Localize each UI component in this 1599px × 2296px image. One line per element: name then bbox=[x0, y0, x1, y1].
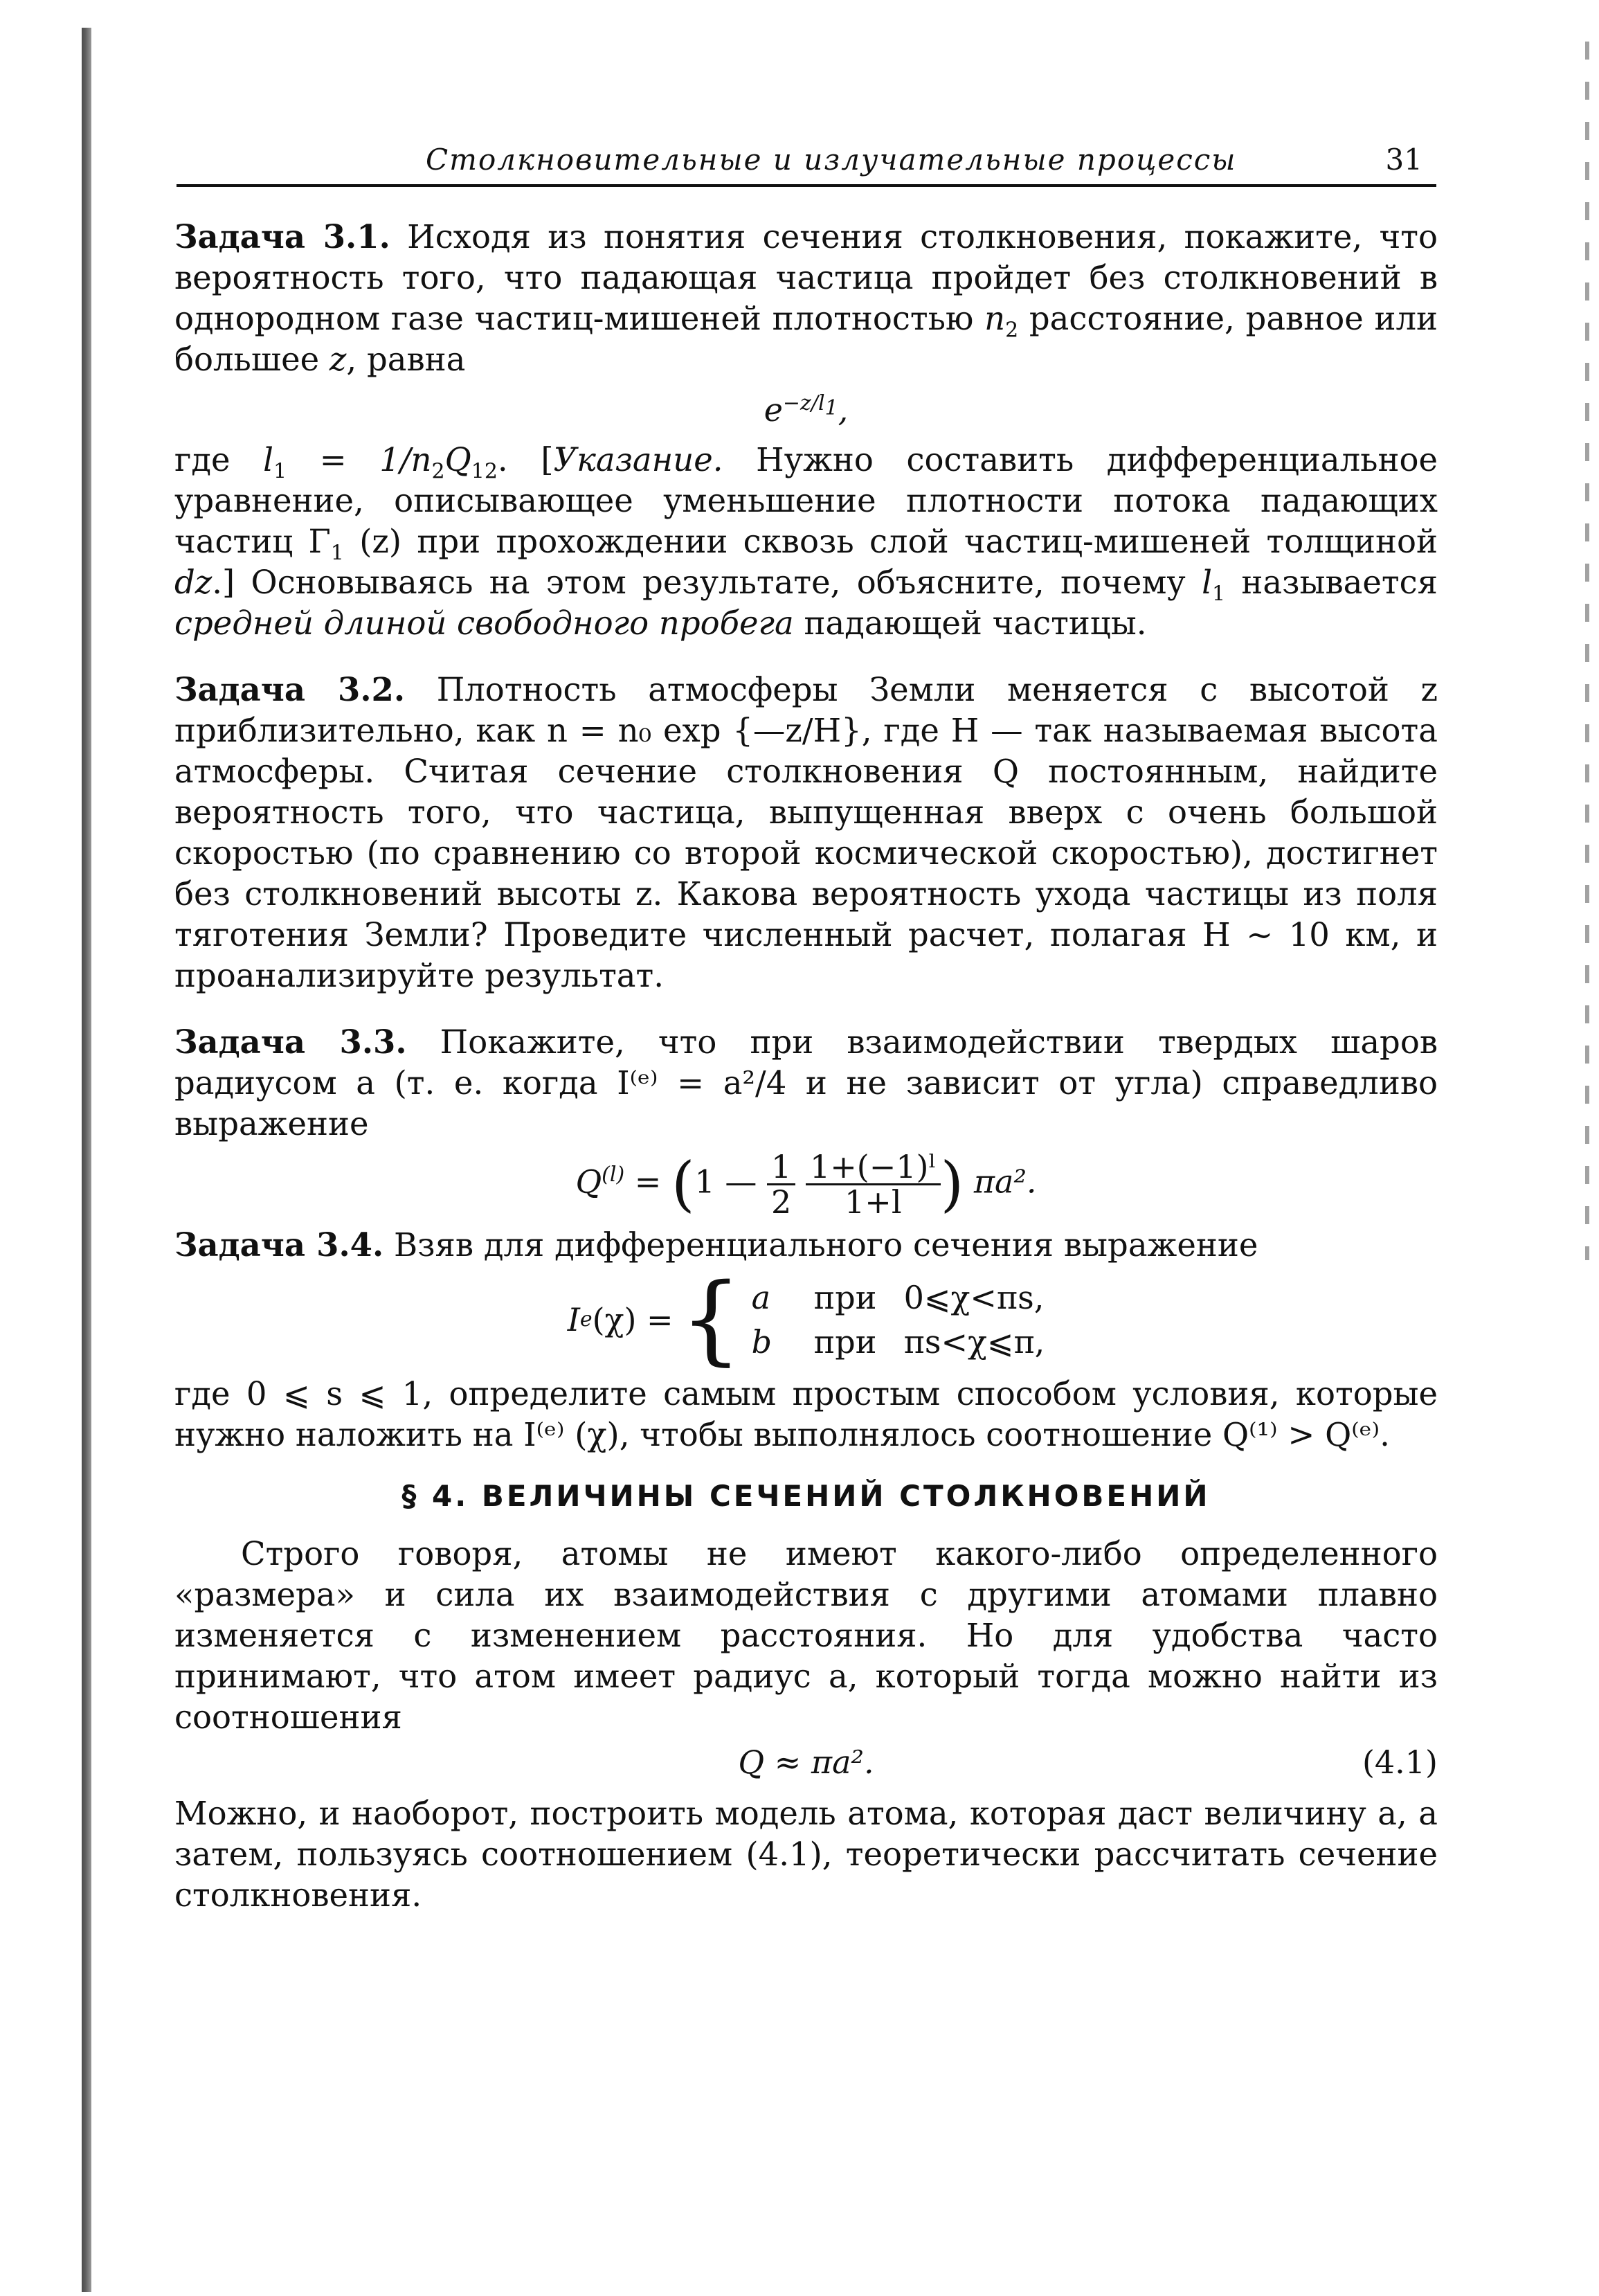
problem-3-1-label: Задача 3.1. bbox=[174, 217, 390, 255]
formula-exp-base: e bbox=[764, 391, 783, 429]
l1-again-sub: 1 bbox=[1211, 582, 1226, 607]
where-word: где bbox=[174, 441, 231, 478]
running-title: Столкновительные и излучательные процессы bbox=[426, 143, 1237, 177]
formula-q-symbol: Q bbox=[575, 1163, 602, 1201]
page-content bbox=[174, 216, 1438, 1916]
formula-piecewise bbox=[174, 1263, 1438, 1376]
problem-3-4-text: Взяв для дифференциального сечения выражение bbox=[394, 1226, 1258, 1264]
problem-3-1-tail: падающей частицы. bbox=[804, 604, 1147, 642]
var-z: z bbox=[329, 341, 347, 378]
n2-sub: 2 bbox=[431, 459, 445, 484]
formula-hard-spheres bbox=[174, 1150, 1438, 1219]
problem-3-4-continued bbox=[174, 1374, 1438, 1455]
parity-numerator: 1+(−1)ˡ bbox=[806, 1150, 941, 1185]
case-1-condition: 0⩽χ<πs, bbox=[903, 1279, 1045, 1316]
problem-3-4-label: Задача 3.4. bbox=[174, 1226, 384, 1264]
formula-exp bbox=[174, 386, 1438, 434]
var-n2: n bbox=[984, 300, 1006, 337]
section-4-title: § 4. ВЕЛИЧИНЫ СЕЧЕНИЙ СТОЛКНОВЕНИЙ bbox=[401, 1479, 1211, 1513]
case-2-word: при bbox=[813, 1323, 877, 1361]
section-4-paragraph-2: Можно, и наоборот, построить модель атома, которая даст величину a, а затем, пользуясь соотношением (4.1), теоретически рассчитать сечение столкновения. bbox=[174, 1795, 1438, 1914]
fraction-parity bbox=[806, 1150, 941, 1219]
problem-3-2 bbox=[174, 669, 1438, 996]
scan-page-edge bbox=[1585, 42, 1589, 1260]
piecewise-lhs-symbol: I bbox=[567, 1301, 580, 1338]
half-denominator: 2 bbox=[771, 1183, 792, 1221]
problem-3-3-label: Задача 3.3. bbox=[174, 1023, 407, 1061]
q12-symbol: Q bbox=[444, 441, 471, 478]
formula-exp-tail: , bbox=[838, 391, 849, 429]
curly-brace: { bbox=[680, 1263, 742, 1376]
l1-symbol: l bbox=[263, 441, 274, 478]
problem-3-3-text: Покажите, что при взаимодействии твердых шаров радиусом a (т. е. когда I⁽ᵉ⁾ = a²/4 и не зависит от угла) справедливо выражение bbox=[174, 1023, 1438, 1142]
l1-sub: 1 bbox=[273, 459, 287, 484]
hint-text: Нужно составить дифференциальное уравнение, описывающее уменьшение плотности потока падающих частиц Γ bbox=[174, 441, 1438, 560]
case-row-1 bbox=[752, 1275, 1045, 1320]
problem-3-1-continued bbox=[174, 440, 1438, 644]
formula-q-sup: (l) bbox=[602, 1163, 625, 1187]
piecewise-lhs-arg: (χ) = bbox=[592, 1301, 674, 1338]
problem-3-1-text-c: , равна bbox=[346, 341, 466, 378]
section-4-paragraph-1: Строго говоря, атомы не имеют какого-либо определенного «размера» и сила их взаимодействия с другими атомами плавно изменяется с изменением расстояния. Но для удобства часто принимают, что атом имеет радиус a, который тогда можно найти из соотношения bbox=[174, 1535, 1438, 1736]
hint-open: . [ bbox=[497, 441, 554, 478]
page-number: 31 bbox=[1385, 143, 1422, 177]
l1-again: l bbox=[1202, 564, 1212, 601]
case-1-value: a bbox=[751, 1279, 771, 1316]
case-2-value: b bbox=[751, 1323, 773, 1361]
formula-equals: = bbox=[624, 1163, 671, 1201]
problem-3-3 bbox=[174, 1021, 1438, 1145]
problem-3-2-label: Задача 3.2. bbox=[174, 670, 406, 708]
formula-exp-power: −z/l bbox=[782, 391, 825, 415]
fraction-half bbox=[767, 1150, 795, 1219]
after-dz: .] Основываясь на этом результате, объясните, почему bbox=[212, 564, 1186, 601]
parity-denominator: 1+l bbox=[844, 1183, 902, 1221]
running-header bbox=[177, 143, 1436, 187]
gamma-arg: (z) при прохождении сквозь слой частиц-мишеней толщиной bbox=[343, 523, 1438, 560]
sub-2: 2 bbox=[1005, 318, 1019, 343]
half-numerator: 1 bbox=[767, 1150, 795, 1185]
problem-3-1-text-b: расстояние, равное или большее bbox=[174, 300, 1438, 378]
problem-3-4 bbox=[174, 1224, 1438, 1266]
equation-4-1-body: Q ≈ πa². bbox=[738, 1743, 874, 1781]
problem-3-2-text: Плотность атмосферы Земли меняется с высотой z приблизительно, как n = n₀ exp {—z/H}, где H — так называемая высота атмосферы. Считая сечение столкновения Q постоянным, найдите вероятность того, что частица, выпущенная вверх с очень большой скоростью (по сравнению со второй космической скоростью), достигнет без столкновений высоты z. Какова вероятность ухода частицы из поля тяготения Земли? Проведите численный расчет, полагая H ∼ 10 км, и проанализируйте результат. bbox=[174, 671, 1438, 994]
piecewise-block: I e (χ) = { a при 0⩽χ<πs, b при πs<χ⩽π, bbox=[567, 1263, 1045, 1376]
formula-one-minus: 1 — bbox=[694, 1163, 757, 1201]
formula-exp-power-sub: 1 bbox=[824, 395, 838, 420]
gamma-sub: 1 bbox=[330, 541, 344, 566]
case-2-condition: πs<χ⩽π, bbox=[903, 1323, 1045, 1361]
dz-symbol: dz bbox=[174, 564, 213, 601]
formula-rhs: πa². bbox=[973, 1163, 1037, 1201]
scan-binding-edge bbox=[82, 28, 91, 2292]
paren-right: ) bbox=[940, 1149, 964, 1219]
problem-3-1-text-a: Исходя из понятия сечения столкновения, покажите, что вероятность того, что падающая частица пройдет без столкновений в однородном газе частиц-мишеней плотностью bbox=[174, 218, 1438, 337]
equation-4-1-number: (4.1) bbox=[1362, 1743, 1438, 1781]
case-row-2 bbox=[752, 1320, 1045, 1364]
piecewise-cases bbox=[752, 1275, 1045, 1364]
paren-left: ( bbox=[671, 1149, 695, 1219]
equation-4-1 bbox=[174, 1738, 1438, 1793]
problem-3-4-after: где 0 ⩽ s ⩽ 1, определите самым простым способом условия, которые нужно наложить на I⁽ᵉ⁾ (χ), чтобы выполнялось соотношение Q⁽¹⁾ > Q⁽ᵉ⁾. bbox=[174, 1375, 1438, 1453]
mean-free-path-term: средней длиной свободного пробега bbox=[174, 604, 794, 642]
called-word: называется bbox=[1241, 564, 1438, 601]
l1-equation: = 1/n bbox=[287, 441, 432, 478]
problem-3-1 bbox=[174, 216, 1438, 380]
hint-label: Указание. bbox=[553, 441, 723, 478]
case-1-word: при bbox=[813, 1279, 877, 1316]
q12-sub: 12 bbox=[471, 459, 498, 484]
